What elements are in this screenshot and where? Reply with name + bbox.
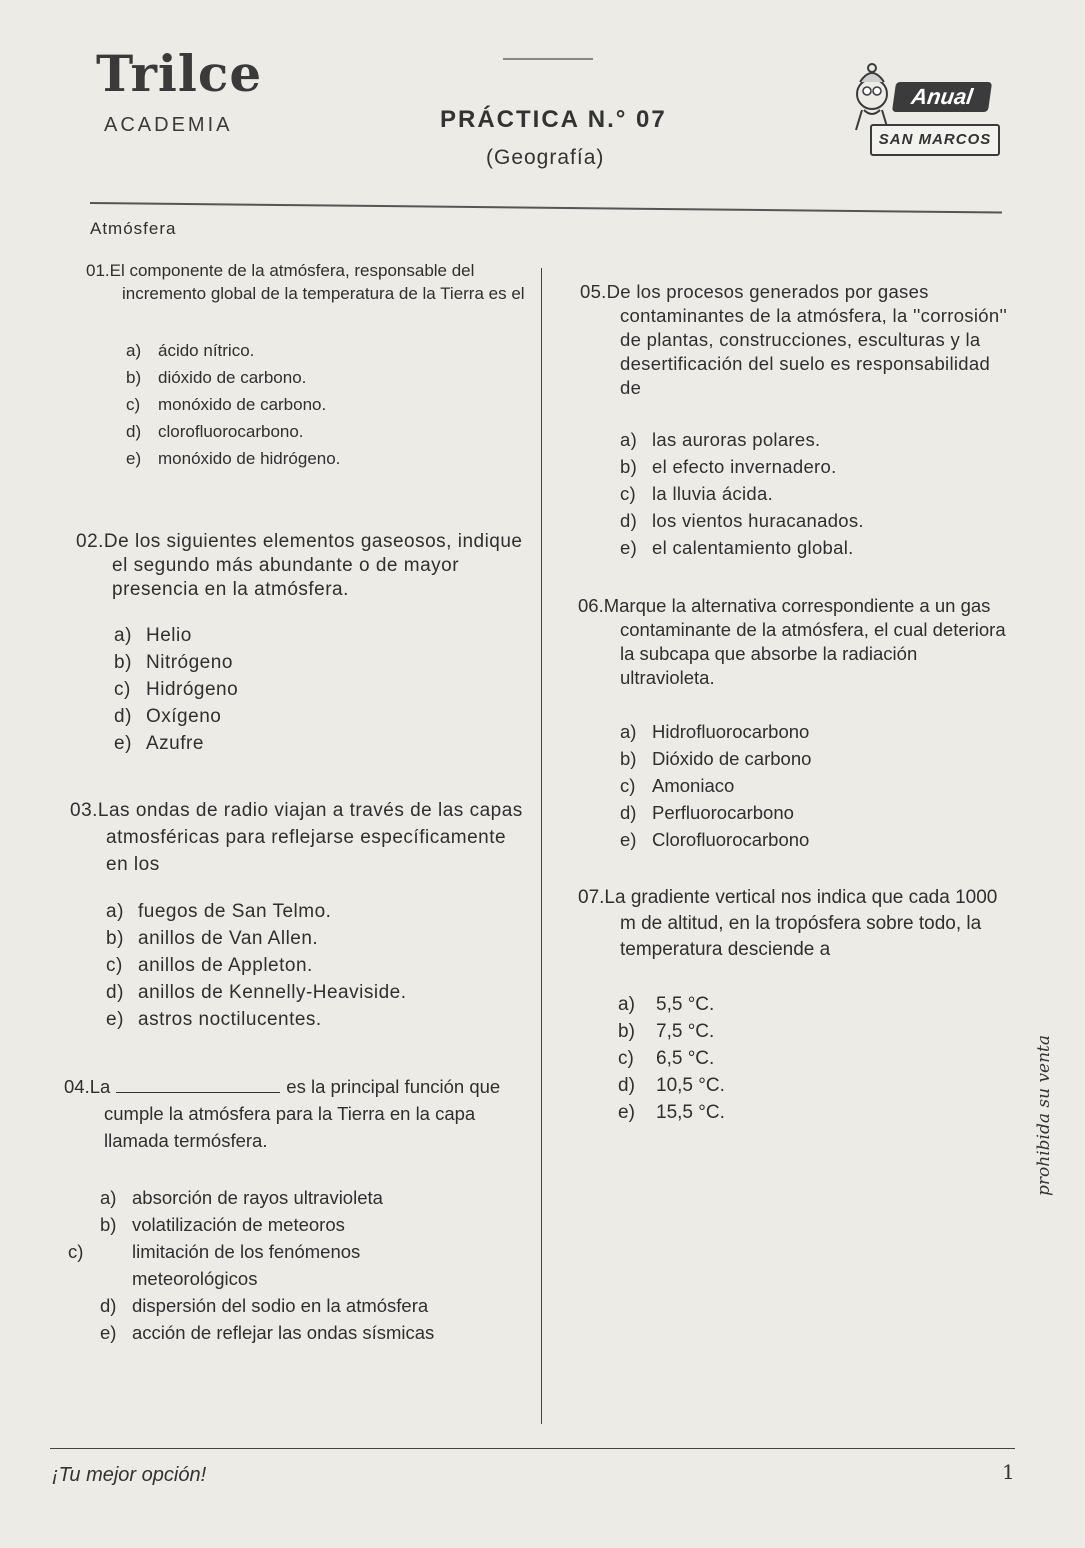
question-02 [76, 530, 526, 757]
option-a[interactable]: a) Hidrofluorocarbono [620, 721, 810, 742]
option-c[interactable]: c) la lluvia ácida. [620, 483, 774, 504]
option-c[interactable]: c) anillos de Appleton. [106, 955, 313, 976]
question-text: El componente de la atmósfera, responsable del incremento global de la temperatura de la Tierra es el [109, 261, 525, 303]
question-text-start: La [89, 1076, 111, 1097]
question-03 [70, 797, 526, 1033]
question-05 [580, 280, 1010, 561]
option-d[interactable]: d) Perfluorocarbono [620, 802, 794, 823]
option-a[interactable]: a) Helio [114, 625, 192, 646]
question-text-end: es la principal función que cumple la atmósfera para la Tierra en la capa llamada termósfera. [104, 1076, 501, 1151]
option-d[interactable]: d) dispersión del sodio en la atmósfera [100, 1295, 429, 1316]
practice-title: PRÁCTICA N.° 07 [440, 106, 667, 133]
question-number: 06. [578, 595, 604, 616]
option-e[interactable]: e) acción de reflejar las ondas sísmicas [100, 1322, 435, 1343]
options-list [620, 718, 1010, 853]
option-b[interactable]: b) volatilización de meteoros [100, 1214, 345, 1235]
option-d[interactable]: d) 10,5 °C. [618, 1075, 725, 1096]
option-c[interactable]: c) 6,5 °C. [618, 1048, 715, 1069]
option-e[interactable]: e) monóxido de hidrógeno. [126, 449, 341, 468]
question-text: Marque la alternativa correspondiente a un gas contaminante de la atmósfera, el cual deteriora la subcapa que absorbe la radiación ultravioleta. [603, 595, 1006, 688]
badge-anual: Anual [892, 82, 992, 112]
question-text: La gradiente vertical nos indica que cada 1000 m de altitud, en la tropósfera sobre todo, la temperatura desciende a [604, 887, 998, 960]
question-04 [64, 1073, 526, 1346]
question-text: Las ondas de radio viajan a través de las capas atmosféricas para reflejarse específicamente en los [97, 800, 523, 875]
question-number: 05. [580, 281, 607, 302]
header-rule [90, 202, 1002, 214]
header-divider [503, 58, 593, 60]
options-list [106, 898, 526, 1033]
option-c[interactable]: c) Hidrógeno [114, 679, 239, 700]
question-text: De los siguientes elementos gaseosos, indique el segundo más abundante o de mayor presencia en la atmósfera. [103, 531, 523, 600]
question-number: 03. [70, 800, 98, 821]
question-text: De los procesos generados por gases contaminantes de la atmósfera, la ''corrosión'' de plantas, construcciones, esculturas y la desertificación del suelo es responsabilidad de [606, 281, 1008, 398]
option-a[interactable]: a) absorción de rayos ultravioleta [100, 1187, 383, 1208]
options-list [68, 1184, 526, 1346]
question-number: 04. [64, 1076, 90, 1097]
option-b[interactable]: b) Dióxido de carbono [620, 748, 812, 769]
badge-san-marcos: SAN MARCOS [870, 124, 1000, 156]
option-e[interactable]: e) astros noctilucentes. [106, 1009, 322, 1030]
option-b[interactable]: b) anillos de Van Allen. [106, 928, 319, 949]
option-a[interactable]: a) fuegos de San Telmo. [106, 901, 332, 922]
question-number: 01. [86, 261, 110, 280]
option-a[interactable]: a) ácido nítrico. [126, 341, 255, 360]
question-number: 07. [578, 887, 605, 908]
question-06 [578, 594, 1010, 853]
page-number: 1 [1002, 1460, 1015, 1484]
option-d[interactable]: d) Oxígeno [114, 706, 222, 727]
question-07 [578, 885, 1010, 1126]
footer-rule [50, 1448, 1015, 1449]
option-a[interactable]: a) 5,5 °C. [618, 994, 715, 1015]
option-b[interactable]: b) 7,5 °C. [618, 1021, 715, 1042]
answer-blank[interactable] [116, 1078, 280, 1093]
option-d[interactable]: d) clorofluorocarbono. [126, 422, 304, 441]
option-b[interactable]: b) Nitrógeno [114, 652, 233, 673]
option-e[interactable]: e) 15,5 °C. [618, 1102, 725, 1123]
options-list [126, 337, 526, 472]
section-title: Atmósfera [90, 219, 177, 238]
option-b[interactable]: b) dióxido de carbono. [126, 368, 307, 387]
option-e[interactable]: e) el calentamiento global. [620, 537, 854, 558]
options-list [114, 622, 526, 757]
option-a[interactable]: a) las auroras polares. [620, 429, 821, 450]
column-divider [541, 268, 542, 1424]
question-number: 02. [76, 531, 104, 552]
option-b[interactable]: b) el efecto invernadero. [620, 456, 837, 477]
option-e[interactable]: e) Clorofluorocarbono [620, 829, 810, 850]
brand-subtitle: ACADEMIA [104, 114, 233, 136]
options-list [620, 426, 1010, 561]
question-01 [86, 259, 526, 472]
option-c[interactable]: c) limitación de los fenómenos meteorológicos [68, 1241, 361, 1289]
option-d[interactable]: d) anillos de Kennelly-Heaviside. [106, 982, 407, 1003]
options-list [618, 991, 1010, 1126]
option-c[interactable]: c) Amoniaco [620, 775, 735, 796]
option-c[interactable]: c) monóxido de carbono. [126, 395, 327, 414]
footer-slogan: ¡Tu mejor opción! [52, 1464, 207, 1486]
subject-title: (Geografía) [486, 146, 605, 169]
side-note: prohibida su venta [1034, 1034, 1054, 1196]
brand-logo: Trilce [96, 44, 263, 103]
option-e[interactable]: e) Azufre [114, 733, 204, 754]
option-d[interactable]: d) los vientos huracanados. [620, 510, 864, 531]
